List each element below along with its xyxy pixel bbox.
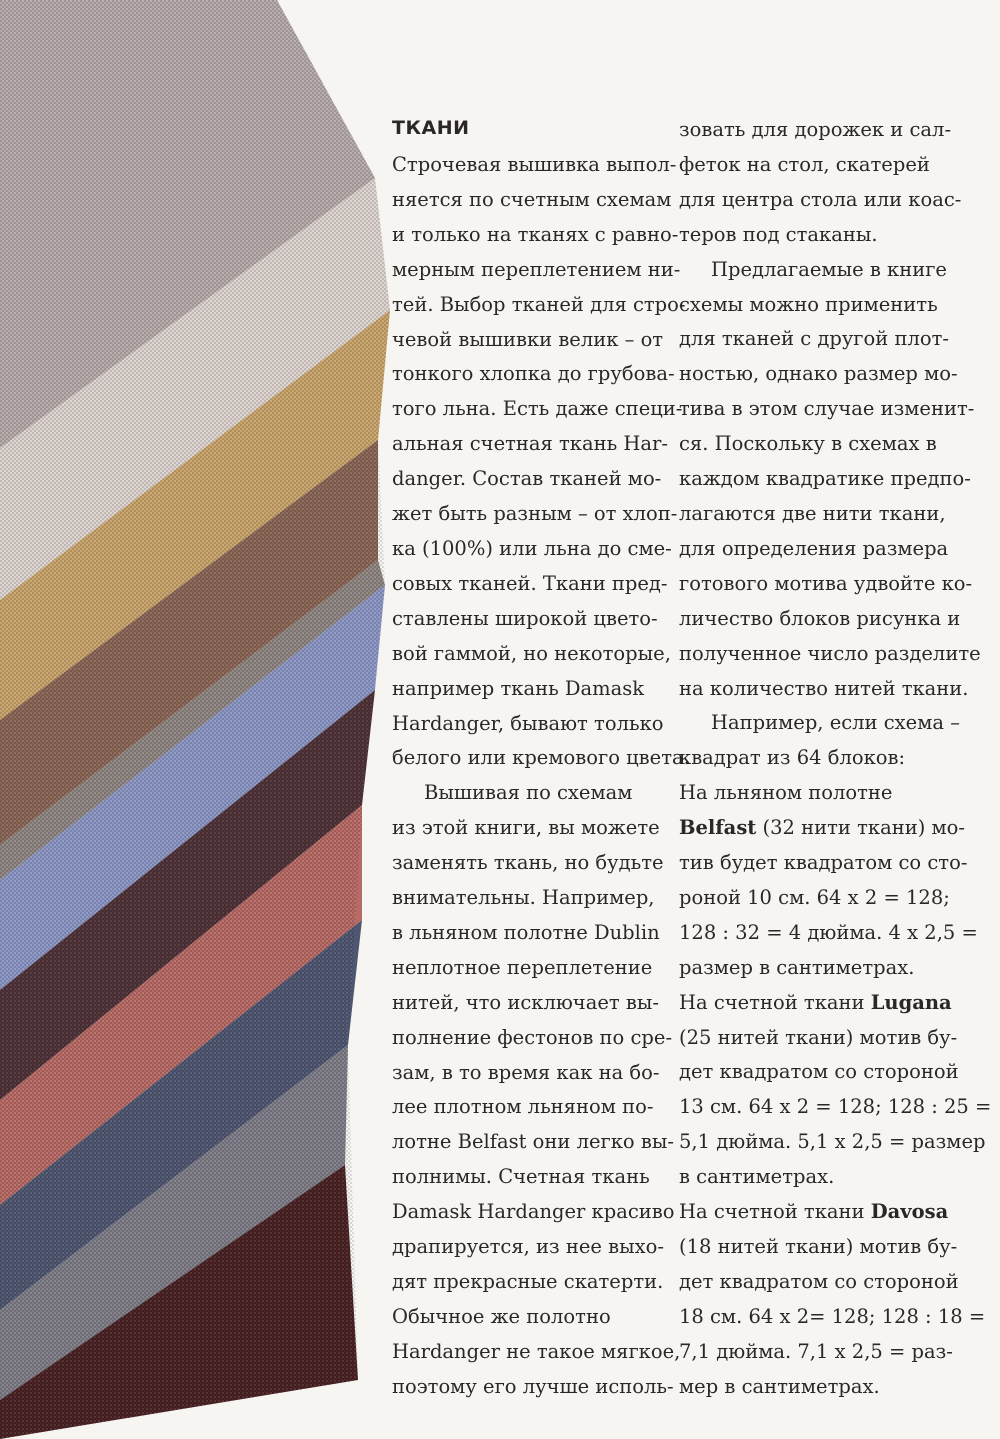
text-line: белого или кремового цвета.	[392, 746, 690, 770]
text-line: няется по счетным схемам	[392, 187, 672, 211]
text-line-start: На счетной ткани	[679, 990, 865, 1014]
text-line: размер в сантиметрах.	[679, 955, 915, 979]
text-line: чевой вышивки велик – от	[392, 327, 664, 351]
text-line: теров под стаканы.	[679, 222, 878, 246]
text-line: готового мотива удвойте ко-	[679, 571, 973, 595]
text-line: из этой книги, вы можете	[392, 816, 660, 840]
text-line: для определения размера	[679, 536, 949, 560]
text-line: ставлены широкой цвето-	[392, 606, 658, 630]
text-line: лотне Belfast они легко вы-	[392, 1130, 674, 1154]
text-line: (18 нитей ткани) мотив бу-	[679, 1235, 958, 1258]
text-line: полученное число разделите	[679, 641, 981, 665]
text-line: личество блоков рисунка и	[679, 606, 961, 630]
text-line: 128 : 32 = 4 дюйма. 4 х 2,5 =	[679, 920, 978, 944]
text-line: лее плотном льняном по-	[392, 1095, 654, 1119]
text-line: Damask Hardanger красиво	[392, 1200, 675, 1224]
text-line: Вышивая по схемам	[424, 781, 633, 805]
text-line: того льна. Есть даже специ-	[392, 397, 683, 421]
text-line: совых тканей. Ткани пред-	[392, 571, 668, 595]
text-line: квадрат из 64 блоков:	[679, 746, 906, 770]
text-line: внимательны. Например,	[392, 886, 655, 910]
text-line: 13 см. 64 х 2 = 128; 128 : 25 =	[679, 1095, 992, 1119]
text-line: зовать для дорожек и сал-	[679, 118, 952, 141]
text-line: Строчевая вышивка выпол-	[392, 153, 677, 176]
text-line: мер в сантиметрах.	[679, 1374, 880, 1398]
article-right-column	[679, 108, 992, 1405]
text-line: тей. Выбор тканей для стро-	[392, 292, 686, 316]
text-line: Hardanger не такое мягкое,	[392, 1339, 681, 1363]
text-line: полнение фестонов по сре-	[392, 1025, 673, 1049]
fabric-name-davosa: Davosa	[870, 1200, 949, 1224]
text-line: тива в этом случае изменит-	[679, 397, 975, 421]
text-line: поэтому его лучше исполь-	[392, 1374, 674, 1398]
text-line: Hardanger, бывают только	[392, 711, 664, 735]
text-line: неплотное переплетение	[392, 955, 653, 979]
text-line: дят прекрасные скатерти.	[392, 1270, 664, 1293]
text-line: для тканей с другой плот-	[679, 327, 949, 351]
text-line: в сантиметрах.	[679, 1165, 835, 1189]
text-line: например ткань Damask	[392, 676, 645, 700]
text-line: заменять ткань, но будьте	[392, 851, 664, 875]
text-line: в льняном полотне Dublin	[392, 920, 660, 944]
text-line: феток на стол, скатерей	[679, 152, 930, 176]
text-line: нитей, что исключает вы-	[392, 990, 659, 1014]
text-line: ностью, однако размер мо-	[679, 362, 958, 386]
text-line: альная счетная ткань Har-	[392, 432, 668, 456]
text-line: на количество нитей ткани.	[679, 676, 969, 700]
text-line: драпируется, из нее выхо-	[392, 1235, 664, 1259]
text-line: ка (100%) или льна до сме-	[392, 536, 672, 560]
text-line: На льняном полотне	[679, 781, 893, 805]
text-line: роной 10 см. 64 х 2 = 128;	[679, 885, 950, 909]
text-line: Обычное же полотно	[392, 1304, 611, 1328]
text-line: каждом квадратике предпо-	[679, 467, 971, 491]
text-line: полнимы. Счетная ткань	[392, 1165, 650, 1189]
fabric-name-lugana: Lugana	[870, 990, 952, 1014]
text-line: Предлагаемые в книге	[711, 257, 947, 281]
text-line: жет быть разным – от хлоп-	[392, 502, 678, 526]
text-line	[679, 811, 966, 846]
text-line: лагаются две нити ткани,	[679, 501, 946, 525]
text-line: 18 см. 64 х 2= 128; 128 : 18 =	[679, 1304, 986, 1328]
text-line-start: На счетной ткани	[679, 1200, 865, 1224]
text-line: зам, в то время как на бо-	[392, 1060, 660, 1084]
text-line	[679, 986, 961, 1021]
text-line: ся. Поскольку в схемах в	[679, 432, 937, 456]
text-line: тив будет квадратом со сто-	[679, 851, 968, 875]
text-line: дет квадратом со стороной	[679, 1060, 959, 1084]
text-line: мерным переплетением ни-	[392, 257, 681, 281]
text-line-rest: (32 нити ткани) мо-	[762, 816, 966, 840]
text-line: схемы можно применить	[679, 292, 938, 316]
fabric-weave-texture	[0, 0, 390, 1439]
text-line: и только на тканях с равно-	[392, 222, 679, 246]
article-heading: ТКАНИ	[392, 117, 470, 139]
text-line: 7,1 дюйма. 7,1 х 2,5 = раз-	[679, 1339, 953, 1363]
text-line: тонкого хлопка до грубова-	[392, 362, 675, 386]
text-line	[679, 1195, 961, 1230]
text-line: (25 нитей ткани) мотив бу-	[679, 1025, 958, 1049]
text-line: для центра стола или коас-	[679, 187, 962, 211]
text-line: 5,1 дюйма. 5,1 х 2,5 = размер	[679, 1130, 986, 1154]
text-line: Например, если схема –	[711, 711, 960, 735]
article-left-column	[392, 108, 690, 1405]
text-line: дет квадратом со стороной	[679, 1269, 959, 1293]
fabric-name-belfast: Belfast	[679, 816, 757, 840]
text-line: danger. Состав тканей мо-	[392, 467, 662, 491]
text-line: вой гаммой, но некоторые,	[392, 641, 671, 665]
